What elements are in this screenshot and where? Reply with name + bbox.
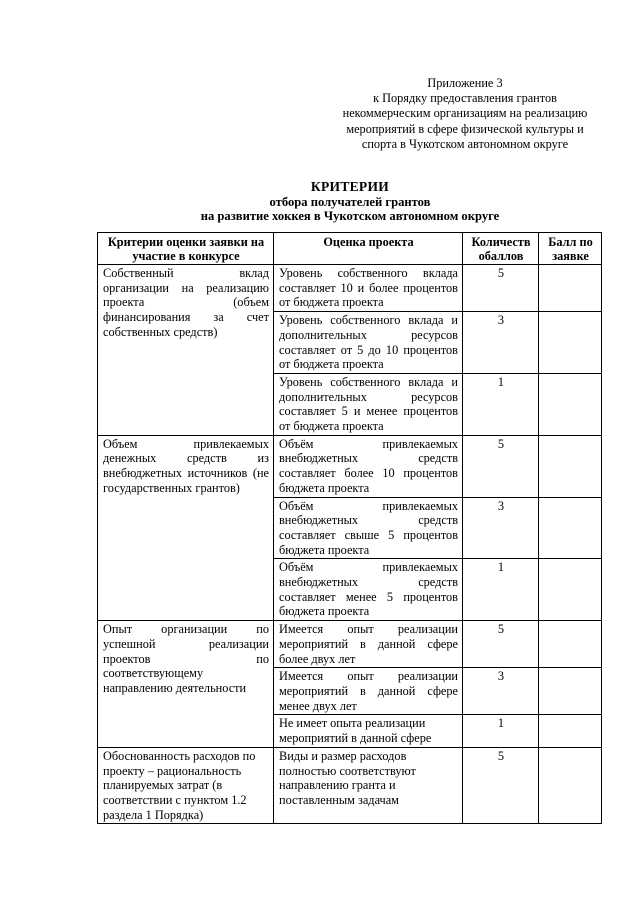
assessment-cell: Объём привлекаемых внебюджетных средств составляет свыше 5 процентов бюджета проекта — [274, 497, 463, 559]
title-line-2: отбора получателей грантов — [269, 194, 431, 209]
title-line-3: на развитие хоккея в Чукотском автономном округе — [200, 209, 500, 224]
document-title — [150, 180, 550, 224]
points-cell: 1 — [463, 373, 539, 435]
assessment-cell: Имеется опыт реализации мероприятий в данной сфере более двух лет — [274, 621, 463, 668]
score-cell — [539, 747, 602, 824]
assessment-cell: Виды и размер расходов полностью соответствуют направлению гранта и поставленным задачам — [274, 747, 463, 824]
appendix-header — [330, 76, 600, 152]
score-cell — [539, 621, 602, 668]
criterion-cell: Опыт организации по успешной реализации проектов по соответствующему направлению деятельности — [98, 621, 274, 748]
criteria-table — [97, 232, 602, 824]
appendix-line: Приложение 3 — [427, 76, 503, 90]
appendix-line: некоммерческим организациям на реализацию — [342, 106, 588, 121]
points-cell: 3 — [463, 668, 539, 715]
table-row — [98, 435, 602, 497]
assessment-cell: Имеется опыт реализации мероприятий в данной сфере менее двух лет — [274, 668, 463, 715]
header-criteria: Критерии оценки заявки на участие в конкурсе — [98, 233, 274, 265]
criterion-cell: Обоснованность расходов по проекту – рациональность планируемых затрат (в соответствии с пунктом 1.2 раздела 1 Порядка) — [98, 747, 274, 824]
appendix-line: спорта в Чукотском автономном округе — [361, 136, 569, 151]
assessment-cell: Объём привлекаемых внебюджетных средств составляет более 10 процентов бюджета проекта — [274, 435, 463, 497]
table-header-row — [98, 233, 602, 265]
score-cell — [539, 559, 602, 621]
table-row — [98, 265, 602, 312]
appendix-line: к Порядку предоставления грантов — [373, 91, 557, 106]
points-cell: 5 — [463, 621, 539, 668]
title-line-1: КРИТЕРИИ — [310, 179, 390, 194]
points-cell: 3 — [463, 497, 539, 559]
points-cell: 1 — [463, 559, 539, 621]
assessment-cell: Не имеет опыта реализации мероприятий в данной сфере — [274, 715, 463, 747]
score-cell — [539, 668, 602, 715]
header-assessment: Оценка проекта — [274, 233, 463, 265]
criterion-cell: Объем привлекаемых денежных средств из внебюджетных источников (не государственных грантов) — [98, 435, 274, 620]
appendix-line: мероприятий в сфере физической культуры и — [346, 121, 584, 136]
score-cell — [539, 497, 602, 559]
score-cell — [539, 312, 602, 374]
points-cell: 5 — [463, 265, 539, 312]
table-row — [98, 621, 602, 668]
assessment-cell: Уровень собственного вклада составляет 10 и более процентов от бюджета проекта — [274, 265, 463, 312]
score-cell — [539, 373, 602, 435]
header-points: Количеств обаллов — [463, 233, 539, 265]
table-row — [98, 747, 602, 824]
score-cell — [539, 715, 602, 747]
assessment-cell: Объём привлекаемых внебюджетных средств составляет менее 5 процентов бюджета проекта — [274, 559, 463, 621]
score-cell — [539, 435, 602, 497]
score-cell — [539, 265, 602, 312]
assessment-cell: Уровень собственного вклада и дополнительных ресурсов составляет от 5 до 10 процентов от бюджета проекта — [274, 312, 463, 374]
points-cell: 3 — [463, 312, 539, 374]
header-score: Балл по заявке — [539, 233, 602, 265]
points-cell: 1 — [463, 715, 539, 747]
points-cell: 5 — [463, 435, 539, 497]
assessment-cell: Уровень собственного вклада и дополнительных ресурсов составляет 5 и менее процентов от бюджета проекта — [274, 373, 463, 435]
points-cell: 5 — [463, 747, 539, 824]
criterion-cell: Собственный вклад организации на реализацию проекта (объем финансирования за счет собственных средств) — [98, 265, 274, 436]
